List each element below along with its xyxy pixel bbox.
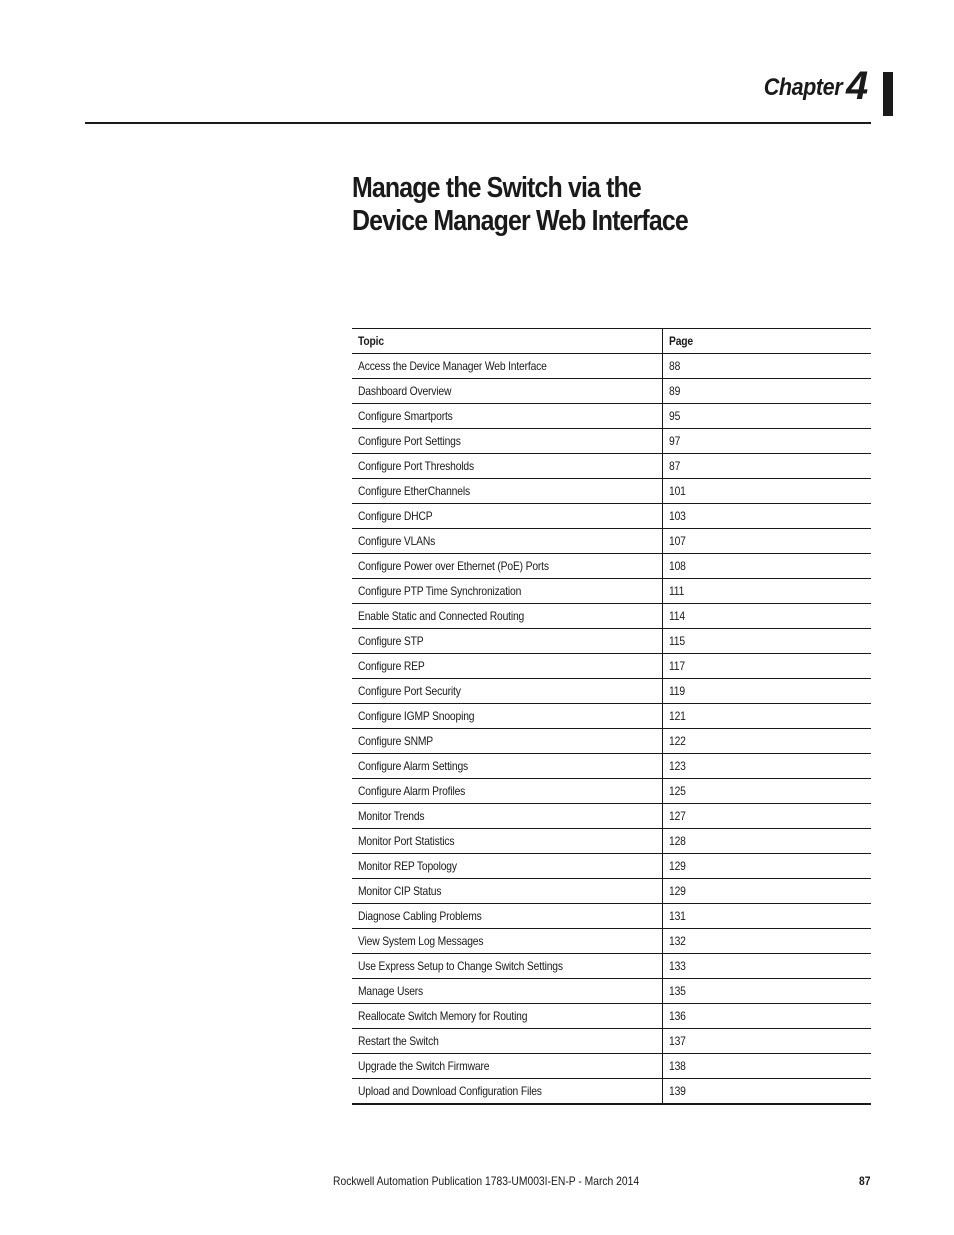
page-cell: 121 xyxy=(663,704,872,729)
table-body xyxy=(352,354,871,1105)
table-row xyxy=(352,879,871,904)
topic-cell: View System Log Messages xyxy=(352,929,663,954)
page-cell: 138 xyxy=(663,1054,872,1079)
topic-cell: Configure REP xyxy=(352,654,663,679)
topic-cell: Configure Port Thresholds xyxy=(352,454,663,479)
column-header-topic: Topic xyxy=(352,329,663,354)
page-cell: 108 xyxy=(663,554,872,579)
chapter-number: 4 xyxy=(846,64,869,108)
table-row xyxy=(352,829,871,854)
table-row xyxy=(352,429,871,454)
topic-cell: Diagnose Cabling Problems xyxy=(352,904,663,929)
topic-cell: Configure VLANs xyxy=(352,529,663,554)
chapter-bar xyxy=(883,72,893,116)
page-cell: 89 xyxy=(663,379,872,404)
table-row xyxy=(352,554,871,579)
table-row xyxy=(352,1079,871,1105)
table-row xyxy=(352,454,871,479)
table-row xyxy=(352,1054,871,1079)
table-row xyxy=(352,529,871,554)
table-row xyxy=(352,904,871,929)
page-title-line-2: Device Manager Web Interface xyxy=(352,205,688,237)
column-header-page: Page xyxy=(663,329,872,354)
table-row xyxy=(352,979,871,1004)
page-title xyxy=(352,172,688,238)
table-row xyxy=(352,629,871,654)
page-cell: 137 xyxy=(663,1029,872,1054)
table-row xyxy=(352,579,871,604)
table-row xyxy=(352,779,871,804)
topic-cell: Monitor CIP Status xyxy=(352,879,663,904)
topic-cell: Manage Users xyxy=(352,979,663,1004)
page-cell: 132 xyxy=(663,929,872,954)
table-row xyxy=(352,729,871,754)
table-row xyxy=(352,754,871,779)
topic-cell: Upgrade the Switch Firmware xyxy=(352,1054,663,1079)
page-cell: 122 xyxy=(663,729,872,754)
topic-cell: Dashboard Overview xyxy=(352,379,663,404)
page-cell: 133 xyxy=(663,954,872,979)
topic-cell: Configure STP xyxy=(352,629,663,654)
topic-cell: Monitor REP Topology xyxy=(352,854,663,879)
page-cell: 128 xyxy=(663,829,872,854)
topic-cell: Monitor Trends xyxy=(352,804,663,829)
page-cell: 127 xyxy=(663,804,872,829)
page-cell: 117 xyxy=(663,654,872,679)
topic-cell: Configure Alarm Profiles xyxy=(352,779,663,804)
topic-cell: Configure Port Security xyxy=(352,679,663,704)
topic-cell: Configure Alarm Settings xyxy=(352,754,663,779)
page-cell: 88 xyxy=(663,354,872,379)
page-title-line-1: Manage the Switch via the xyxy=(352,172,641,204)
topic-cell: Configure Smartports xyxy=(352,404,663,429)
topic-cell: Access the Device Manager Web Interface xyxy=(352,354,663,379)
table-row xyxy=(352,854,871,879)
publication-id: Rockwell Automation Publication 1783-UM003I-EN-P - March 2014 xyxy=(333,1174,640,1188)
page-number: 87 xyxy=(859,1174,871,1188)
page-cell: 136 xyxy=(663,1004,872,1029)
page-cell: 95 xyxy=(663,404,872,429)
page-cell: 119 xyxy=(663,679,872,704)
topic-cell: Restart the Switch xyxy=(352,1029,663,1054)
table-row xyxy=(352,379,871,404)
topic-cell: Configure Power over Ethernet (PoE) Ports xyxy=(352,554,663,579)
topic-cell: Enable Static and Connected Routing xyxy=(352,604,663,629)
header-rule xyxy=(85,122,871,124)
table-row xyxy=(352,1004,871,1029)
table-header-row xyxy=(352,329,871,354)
topic-cell: Configure EtherChannels xyxy=(352,479,663,504)
page-cell: 111 xyxy=(663,579,872,604)
topic-cell: Reallocate Switch Memory for Routing xyxy=(352,1004,663,1029)
table-row xyxy=(352,804,871,829)
page-cell: 135 xyxy=(663,979,872,1004)
page-cell: 115 xyxy=(663,629,872,654)
table-row xyxy=(352,954,871,979)
page-cell: 101 xyxy=(663,479,872,504)
page-cell: 87 xyxy=(663,454,872,479)
topic-cell: Configure DHCP xyxy=(352,504,663,529)
topic-cell: Use Express Setup to Change Switch Settings xyxy=(352,954,663,979)
topic-cell: Upload and Download Configuration Files xyxy=(352,1079,663,1105)
table-row xyxy=(352,404,871,429)
page-cell: 107 xyxy=(663,529,872,554)
table-row xyxy=(352,929,871,954)
topic-cell: Configure IGMP Snooping xyxy=(352,704,663,729)
table-row xyxy=(352,604,871,629)
page-cell: 131 xyxy=(663,904,872,929)
page-cell: 103 xyxy=(663,504,872,529)
topic-cell: Configure SNMP xyxy=(352,729,663,754)
table-row xyxy=(352,654,871,679)
topic-cell: Monitor Port Statistics xyxy=(352,829,663,854)
table-row xyxy=(352,704,871,729)
topic-table xyxy=(352,328,871,1105)
table-row xyxy=(352,479,871,504)
topic-cell: Configure Port Settings xyxy=(352,429,663,454)
table-row xyxy=(352,1029,871,1054)
page-cell: 114 xyxy=(663,604,872,629)
page-cell: 129 xyxy=(663,854,872,879)
page-cell: 129 xyxy=(663,879,872,904)
table-row xyxy=(352,354,871,379)
page-cell: 125 xyxy=(663,779,872,804)
table-row xyxy=(352,504,871,529)
page-cell: 139 xyxy=(663,1079,872,1105)
topic-cell: Configure PTP Time Synchronization xyxy=(352,579,663,604)
table-row xyxy=(352,679,871,704)
page-cell: 97 xyxy=(663,429,872,454)
page-cell: 123 xyxy=(663,754,872,779)
chapter-label: Chapter xyxy=(763,74,842,101)
